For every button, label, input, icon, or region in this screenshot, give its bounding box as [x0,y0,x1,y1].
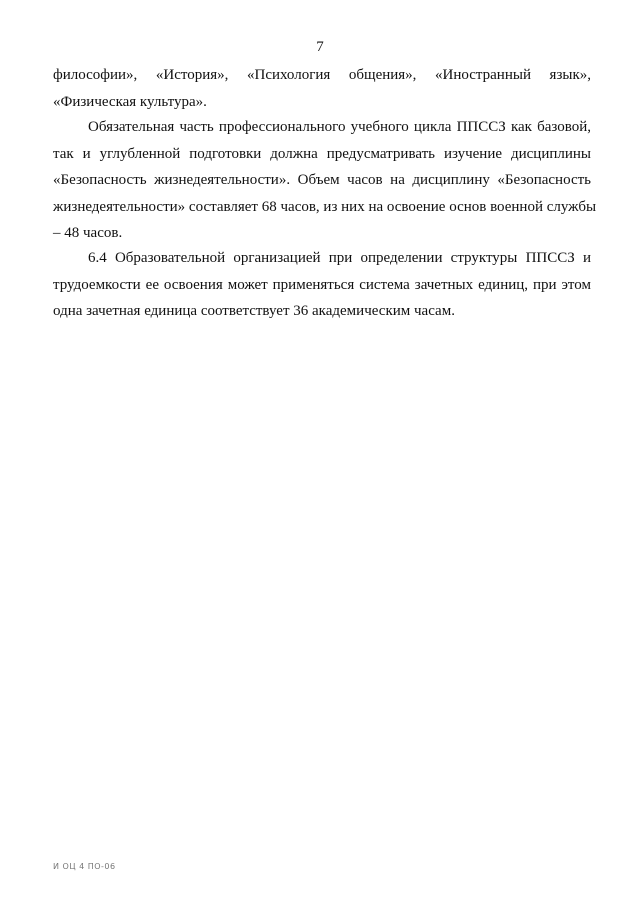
footer-document-code: И ОЦ 4 ПО-06 [53,862,116,871]
paragraph-line: 6.4 Образовательной организацией при определении структуры ППССЗ и [88,250,591,266]
paragraph-subjects-continuation [53,62,591,115]
paragraph-mandatory-part [53,114,597,247]
paragraph-line: так и углубленной подготовки должна предусматривать изучение дисциплины [53,145,591,162]
paragraph-line: – 48 часов. [53,225,123,241]
paragraph-line: «Физическая культура». [53,93,207,110]
paragraph-line: трудоемкости ее освоения может применяться система зачетных единиц, при этом [53,276,591,293]
paragraph-line: философии», «История», «Психология общения», «Иностранный язык», [53,67,591,83]
page-number: 7 [316,39,324,55]
paragraph-line: «Безопасность жизнедеятельности». Объем часов на дисциплину «Безопасность [53,172,591,188]
paragraph-section-6-4 [53,245,591,325]
paragraph-line: Обязательная часть профессионального учебного цикла ППССЗ как базовой, [88,119,591,135]
paragraph-line: одна зачетная единица соответствует 36 академическим часам. [53,303,455,319]
paragraph-line: жизнедеятельности» составляет 68 часов, из них на освоение основ военной службы [53,198,597,215]
